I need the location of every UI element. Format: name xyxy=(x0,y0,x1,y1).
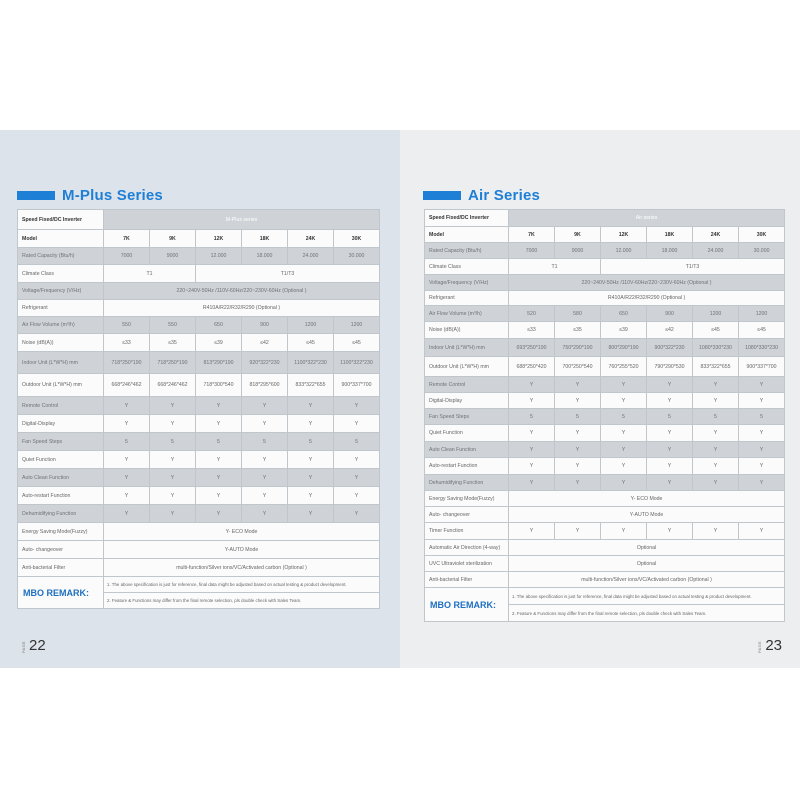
cell: Y xyxy=(647,393,693,409)
page-number xyxy=(757,638,782,653)
cell: Y xyxy=(104,451,150,469)
row-label: Anti-bacterial Filter xyxy=(18,559,104,577)
remark-note-1: 1. The above specification is just for reference, final data might be adjusted based on actual testing & product development. xyxy=(509,588,785,605)
model-cell: 18K xyxy=(647,227,693,243)
cell: Y xyxy=(601,442,647,458)
cell: 1200 xyxy=(334,317,380,334)
cell: Y xyxy=(242,415,288,433)
cell: Y xyxy=(150,415,196,433)
cell: 668*246*462 xyxy=(150,374,196,397)
speed-label: Speed Fixed/DC Inverter xyxy=(18,210,104,230)
model-row xyxy=(18,230,380,248)
cell: 5 xyxy=(288,433,334,451)
page-left xyxy=(0,130,400,668)
table-row xyxy=(18,397,380,415)
cell: ≤35 xyxy=(150,334,196,352)
table-row xyxy=(425,243,785,259)
cell: Optional xyxy=(509,540,785,556)
series-title: Air Series xyxy=(468,187,541,204)
table-row xyxy=(425,556,785,572)
cell: Y xyxy=(509,458,555,475)
cell: T1/T3 xyxy=(196,265,380,283)
cell: Y xyxy=(196,415,242,433)
cell: Y xyxy=(288,451,334,469)
cell: Y xyxy=(104,469,150,487)
cell: ≤33 xyxy=(509,322,555,339)
cell: Y xyxy=(242,469,288,487)
cell: 1080*330*230 xyxy=(693,339,739,357)
cell: Y xyxy=(104,397,150,415)
cell: Y xyxy=(647,442,693,458)
row-label: Automatic Air Direction (4-way) xyxy=(425,540,509,556)
cell: Y xyxy=(509,523,555,540)
cell: Y xyxy=(196,469,242,487)
cell: Y xyxy=(288,397,334,415)
page-label: PAGE xyxy=(21,640,26,653)
cell: 5 xyxy=(509,409,555,425)
cell: Y xyxy=(334,451,380,469)
page-label: PAGE xyxy=(757,640,763,653)
row-label: Voltage/Frequency (V/Hz) xyxy=(18,283,104,300)
cell: Y- ECO Mode xyxy=(104,523,380,541)
row-label: Quiet Function xyxy=(18,451,104,469)
table-row xyxy=(18,283,380,300)
cell: T1 xyxy=(509,259,601,275)
table-row xyxy=(425,393,785,409)
cell: 5 xyxy=(242,433,288,451)
cell: 5 xyxy=(647,409,693,425)
cell: Y xyxy=(509,377,555,393)
cell: 5 xyxy=(150,433,196,451)
cell: Y xyxy=(242,487,288,505)
cell: Y xyxy=(601,393,647,409)
cell: Y xyxy=(739,425,785,442)
cell: Y xyxy=(555,442,601,458)
heading-accent-bar xyxy=(423,191,461,200)
cell: 24.000 xyxy=(693,243,739,259)
row-label: Model xyxy=(425,227,509,243)
cell: Y xyxy=(509,425,555,442)
table-row xyxy=(425,540,785,556)
cell: 718*300*540 xyxy=(196,374,242,397)
row-label: Noise (dB(A)) xyxy=(425,322,509,339)
table-row xyxy=(425,458,785,475)
cell: 7000 xyxy=(509,243,555,259)
model-cell: 12K xyxy=(196,230,242,248)
row-label: Dehumidifying Function xyxy=(18,505,104,523)
heading-accent-bar xyxy=(17,191,55,200)
cell: Y xyxy=(555,458,601,475)
cell: 650 xyxy=(601,306,647,322)
cell: 5 xyxy=(555,409,601,425)
cell: Y xyxy=(150,505,196,523)
cell: Y xyxy=(288,505,334,523)
table-row xyxy=(18,317,380,334)
row-label: Auto- changeover xyxy=(425,507,509,523)
cell: Y xyxy=(693,393,739,409)
cell: 750*290*190 xyxy=(555,339,601,357)
cell: Y xyxy=(739,377,785,393)
remark-note-2: 2. Feature & Functions may differ from the final remote selection, pls double check with Sales Team. xyxy=(509,605,785,622)
cell: 520 xyxy=(509,306,555,322)
row-label: Dehumidifying Function xyxy=(425,475,509,491)
model-cell: 24K xyxy=(693,227,739,243)
cell: Y xyxy=(693,442,739,458)
cell: T1 xyxy=(104,265,196,283)
table-row xyxy=(425,291,785,306)
table-row xyxy=(425,306,785,322)
table-row xyxy=(425,523,785,540)
cell: 18.000 xyxy=(242,248,288,265)
cell: 1100*322*230 xyxy=(288,352,334,374)
cell: 1200 xyxy=(739,306,785,322)
table-row xyxy=(18,415,380,433)
cell: Y xyxy=(104,505,150,523)
cell: Y xyxy=(104,415,150,433)
row-label: Air Flow Volume (m³/h) xyxy=(425,306,509,322)
row-label: Model xyxy=(18,230,104,248)
row-label: Noise (dB(A)) xyxy=(18,334,104,352)
cell: Y xyxy=(647,377,693,393)
table-row xyxy=(18,451,380,469)
cell: Y xyxy=(555,393,601,409)
cell: ≤45 xyxy=(739,322,785,339)
series-title: M-Plus Series xyxy=(62,187,163,204)
cell: Y xyxy=(196,505,242,523)
remark-row xyxy=(425,588,785,605)
cell: Y xyxy=(693,425,739,442)
row-label: Digital-Display xyxy=(425,393,509,409)
table-row xyxy=(425,572,785,588)
cell: Y xyxy=(509,393,555,409)
table-row xyxy=(425,507,785,523)
series-name: M-Plus series xyxy=(104,210,380,230)
table-row xyxy=(18,505,380,523)
table-row xyxy=(18,374,380,397)
cell: Y xyxy=(288,487,334,505)
cell: 1080*330*230 xyxy=(739,339,785,357)
row-label: Refrigerant xyxy=(18,300,104,317)
cell: ≤45 xyxy=(334,334,380,352)
table-row xyxy=(18,334,380,352)
table-row xyxy=(425,475,785,491)
row-label: Fan Speed Steps xyxy=(425,409,509,425)
cell: 790*290*530 xyxy=(647,357,693,377)
cell: ≤42 xyxy=(242,334,288,352)
cell: Y xyxy=(104,487,150,505)
cell: Y xyxy=(647,523,693,540)
cell: Y xyxy=(242,505,288,523)
page-right xyxy=(400,130,800,668)
cell: 550 xyxy=(104,317,150,334)
cell: Y xyxy=(601,458,647,475)
cell: 5 xyxy=(601,409,647,425)
cell: 580 xyxy=(555,306,601,322)
row-label: Auto- changeover xyxy=(18,541,104,559)
table-header-row xyxy=(425,210,785,227)
model-cell: 9K xyxy=(150,230,196,248)
cell: 1200 xyxy=(288,317,334,334)
table-row xyxy=(18,523,380,541)
table-row xyxy=(18,352,380,374)
cell: 24.000 xyxy=(288,248,334,265)
cell: 1200 xyxy=(693,306,739,322)
table-row xyxy=(425,377,785,393)
cell: Y xyxy=(693,377,739,393)
cell: ≤45 xyxy=(288,334,334,352)
row-label: Rated Capacity (Btu/h) xyxy=(18,248,104,265)
cell: ≤45 xyxy=(693,322,739,339)
row-label: Digital-Display xyxy=(18,415,104,433)
cell: ≤33 xyxy=(104,334,150,352)
remark-row xyxy=(18,577,380,593)
cell: Y xyxy=(693,475,739,491)
row-label: Outdoor Unit (L*W*H) mm xyxy=(18,374,104,397)
cell: Y xyxy=(739,475,785,491)
table-row xyxy=(18,300,380,317)
cell: 5 xyxy=(334,433,380,451)
cell: Y-AUTO Mode xyxy=(104,541,380,559)
cell: 688*250*420 xyxy=(509,357,555,377)
row-label: Refrigerant xyxy=(425,291,509,306)
row-label: Auto Clean Function xyxy=(425,442,509,458)
cell: 9000 xyxy=(150,248,196,265)
cell: Y xyxy=(288,469,334,487)
cell: Y xyxy=(693,458,739,475)
cell: Y xyxy=(242,397,288,415)
model-cell: 30K xyxy=(334,230,380,248)
row-label: Fan Speed Steps xyxy=(18,433,104,451)
remark-label: MBO REMARK: xyxy=(425,588,509,622)
row-label: Voltage/Frequency (V/Hz) xyxy=(425,275,509,291)
cell: 693*250*190 xyxy=(509,339,555,357)
table-row xyxy=(18,265,380,283)
table-row xyxy=(18,248,380,265)
cell: Y xyxy=(739,458,785,475)
cell: 800*290*190 xyxy=(601,339,647,357)
cell: Y xyxy=(739,393,785,409)
remark-note-2: 2. Feature & Functions may differ from the final remote selection, pls double check with Sales Team. xyxy=(104,593,380,609)
cell: Y xyxy=(150,487,196,505)
cell: Y xyxy=(647,425,693,442)
row-label: Auto Clean Function xyxy=(18,469,104,487)
table-row xyxy=(425,322,785,339)
table-row xyxy=(425,491,785,507)
cell: ≤39 xyxy=(601,322,647,339)
cell: T1/T3 xyxy=(601,259,785,275)
row-label: Rated Capacity (Btu/h) xyxy=(425,243,509,259)
cell: Y xyxy=(647,475,693,491)
model-cell: 24K xyxy=(288,230,334,248)
cell: Y xyxy=(601,377,647,393)
cell: 900 xyxy=(647,306,693,322)
cell: 818*295*600 xyxy=(242,374,288,397)
cell: 900 xyxy=(242,317,288,334)
cell: Y xyxy=(288,415,334,433)
table-row xyxy=(425,275,785,291)
row-label: Indoor Unit (L*W*H) mm xyxy=(425,339,509,357)
spec-table xyxy=(424,209,785,622)
cell: 760*255*520 xyxy=(601,357,647,377)
cell: 12.000 xyxy=(196,248,242,265)
cell: Y xyxy=(601,475,647,491)
cell: Y xyxy=(555,425,601,442)
table-row xyxy=(18,487,380,505)
cell: Y xyxy=(150,397,196,415)
cell: 220~240V-50Hz /110V-60Hz/220~230V-60Hz (Optional ) xyxy=(104,283,380,300)
table-row xyxy=(425,259,785,275)
page-number-value: 22 xyxy=(29,637,46,654)
row-label: Anti-bacterial Filter xyxy=(425,572,509,588)
cell: Y xyxy=(647,458,693,475)
model-cell: 7K xyxy=(509,227,555,243)
page-number-value: 23 xyxy=(765,637,782,654)
cell: Y xyxy=(555,523,601,540)
cell: 668*246*462 xyxy=(104,374,150,397)
cell: Y xyxy=(196,487,242,505)
row-label: Energy Saving Mode(Fuzzy) xyxy=(18,523,104,541)
row-label: Climate Class xyxy=(425,259,509,275)
row-label: Climate Class xyxy=(18,265,104,283)
cell: 833*322*655 xyxy=(693,357,739,377)
series-heading xyxy=(423,187,540,204)
table-row xyxy=(425,409,785,425)
cell: Y xyxy=(196,451,242,469)
page-number xyxy=(21,638,46,653)
cell: Y xyxy=(334,505,380,523)
row-label: Remote Control xyxy=(425,377,509,393)
table-row xyxy=(18,541,380,559)
row-label: Remote Control xyxy=(18,397,104,415)
cell: Y-AUTO Mode xyxy=(509,507,785,523)
cell: Y xyxy=(693,523,739,540)
cell: Y xyxy=(334,469,380,487)
cell: Y xyxy=(242,451,288,469)
table-row xyxy=(18,469,380,487)
cell: R410A/R22/R32/R290 (Optional ) xyxy=(104,300,380,317)
series-heading xyxy=(17,187,163,204)
model-cell: 18K xyxy=(242,230,288,248)
cell: 220~240V-50Hz /110V-60Hz/220~230V-60Hz (Optional ) xyxy=(509,275,785,291)
series-name: Air series xyxy=(509,210,785,227)
cell: Y xyxy=(150,451,196,469)
cell: multi-function/Silver ions/VC/Activated carbon (Optional ) xyxy=(509,572,785,588)
cell: 7000 xyxy=(104,248,150,265)
cell: 9000 xyxy=(555,243,601,259)
cell: 920*322*230 xyxy=(242,352,288,374)
model-cell: 12K xyxy=(601,227,647,243)
cell: Y xyxy=(509,475,555,491)
cell: Y xyxy=(555,475,601,491)
table-row xyxy=(425,425,785,442)
table-header-row xyxy=(18,210,380,230)
table-row xyxy=(425,442,785,458)
row-label: Air Flow Volume (m³/h) xyxy=(18,317,104,334)
cell: 900*337*700 xyxy=(334,374,380,397)
spec-table xyxy=(17,209,380,609)
cell: 718*250*190 xyxy=(104,352,150,374)
speed-label: Speed Fixed/DC Inverter xyxy=(425,210,509,227)
cell: 5 xyxy=(196,433,242,451)
row-label: Quiet Function xyxy=(425,425,509,442)
cell: Y xyxy=(601,425,647,442)
table-row xyxy=(425,339,785,357)
cell: 1100*322*230 xyxy=(334,352,380,374)
cell: Y xyxy=(334,415,380,433)
row-label: Timer Function xyxy=(425,523,509,540)
cell: Y xyxy=(739,442,785,458)
cell: Y xyxy=(196,397,242,415)
cell: 5 xyxy=(104,433,150,451)
cell: Y xyxy=(334,397,380,415)
model-cell: 30K xyxy=(739,227,785,243)
cell: 900*322*230 xyxy=(647,339,693,357)
table-row xyxy=(18,559,380,577)
remark-note-1: 1. The above specification is just for reference, final data might be adjusted based on actual testing & product development. xyxy=(104,577,380,593)
cell: Y xyxy=(150,469,196,487)
cell: 30.000 xyxy=(334,248,380,265)
cell: 813*290*190 xyxy=(196,352,242,374)
cell: 700*250*540 xyxy=(555,357,601,377)
row-label: Energy Saving Mode(Fuzzy) xyxy=(425,491,509,507)
row-label: Indoor Unit (L*W*H) mm xyxy=(18,352,104,374)
cell: 550 xyxy=(150,317,196,334)
row-label: Auto-restart Function xyxy=(425,458,509,475)
cell: 833*322*655 xyxy=(288,374,334,397)
cell: Y xyxy=(509,442,555,458)
model-cell: 9K xyxy=(555,227,601,243)
cell: 18.000 xyxy=(647,243,693,259)
cell: Y xyxy=(334,487,380,505)
cell: R410A/R22/R32/R290 (Optional ) xyxy=(509,291,785,306)
row-label: Outdoor Unit (L*W*H) mm xyxy=(425,357,509,377)
cell: 900*337*700 xyxy=(739,357,785,377)
row-label: UVC Ultraviolet sterilization xyxy=(425,556,509,572)
cell: ≤42 xyxy=(647,322,693,339)
row-label: Auto-restart Function xyxy=(18,487,104,505)
catalog-spread xyxy=(0,130,800,668)
cell: Y xyxy=(555,377,601,393)
cell: Y xyxy=(739,523,785,540)
remark-label: MBO REMARK: xyxy=(18,577,104,609)
cell: 5 xyxy=(739,409,785,425)
cell: 5 xyxy=(693,409,739,425)
table-row xyxy=(18,433,380,451)
model-row xyxy=(425,227,785,243)
cell: multi-function/Silver ions/VC/Activated carbon (Optional ) xyxy=(104,559,380,577)
cell: Optional xyxy=(509,556,785,572)
cell: 650 xyxy=(196,317,242,334)
model-cell: 7K xyxy=(104,230,150,248)
cell: 718*250*190 xyxy=(150,352,196,374)
table-row xyxy=(425,357,785,377)
cell: Y- ECO Mode xyxy=(509,491,785,507)
cell: ≤39 xyxy=(196,334,242,352)
cell: 30.000 xyxy=(739,243,785,259)
cell: Y xyxy=(601,523,647,540)
cell: ≤35 xyxy=(555,322,601,339)
cell: 12.000 xyxy=(601,243,647,259)
